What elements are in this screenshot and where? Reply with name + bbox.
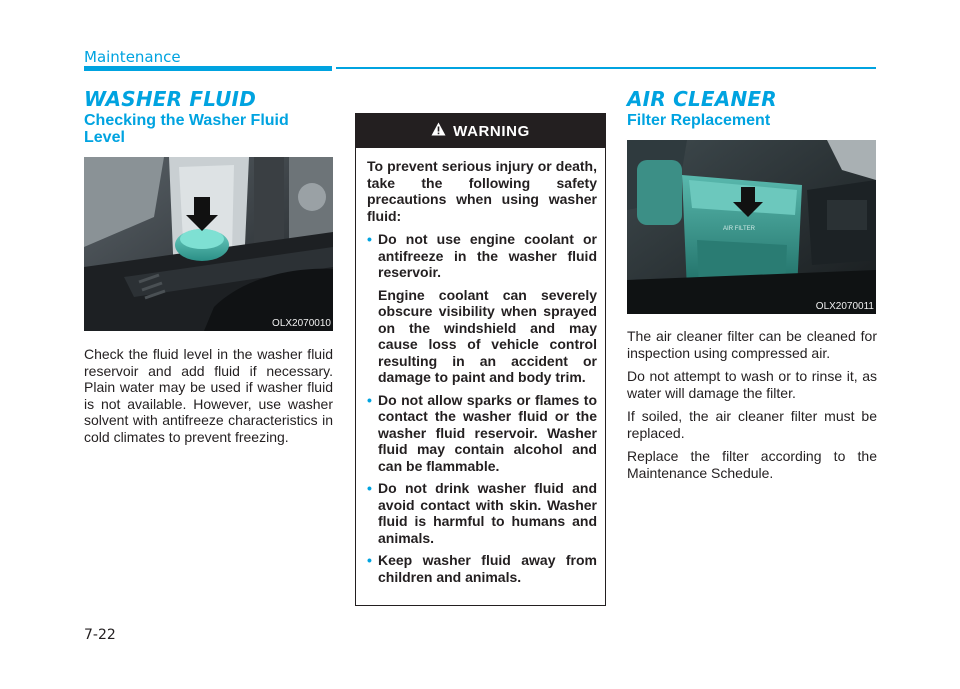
warning-item-text: Do not drink washer fluid and avoid contact with skin. Washer fluid is harmful to humans and animals. <box>378 480 597 546</box>
washer-reservoir-photo <box>84 157 333 331</box>
bullet-icon: • <box>367 552 372 568</box>
page-number: 7-22 <box>84 627 116 643</box>
warning-item-text: Do not use engine coolant or antifreeze in the washer fluid reservoir. <box>378 231 597 280</box>
warning-triangle-icon <box>431 122 446 140</box>
washer-fluid-text: Check the fluid level in the washer fluid reservoir and add fluid if necessary. Plain water may be used if washer fluid is not available. However, use washer solvent with antifreeze characteristics in cold climates to prevent freezing. <box>84 346 333 445</box>
photo-code-right: OLX2070011 <box>815 301 874 312</box>
section-label: Maintenance <box>84 48 181 66</box>
photo-code-left: OLX2070010 <box>272 318 331 329</box>
warning-item-extra: Engine coolant can severely obscure visibility when sprayed on the windshield and may cause loss of vehicle control resulting in an accident or damage to paint and body trim. <box>378 286 597 385</box>
bullet-icon: • <box>367 231 372 247</box>
washer-fluid-title: WASHER FLUID <box>84 87 256 111</box>
warning-header <box>356 114 605 148</box>
bullet-icon: • <box>367 391 372 408</box>
air-cleaner-paragraph: If soiled, the air cleaner filter must be replaced. <box>627 408 877 441</box>
header-rule-thick <box>84 66 332 71</box>
warning-intro: To prevent serious injury or death, take the following safety precautions when using washer fluid: <box>367 158 597 224</box>
air-cleaner-paragraph: Do not attempt to wash or to rinse it, as water will damage the filter. <box>627 368 877 401</box>
bullet-icon: • <box>367 480 372 496</box>
warning-item-text: Do not allow sparks or flames to contact the washer fluid or the washer fluid reservoir. Washer fluid may contain alcohol and can be flammable. <box>378 391 597 474</box>
warning-item <box>367 231 597 386</box>
warning-body <box>356 148 605 585</box>
air-cleaner-photo <box>627 140 876 314</box>
header-rule-thin <box>336 67 876 69</box>
warning-item <box>367 392 597 475</box>
warning-box <box>355 113 606 606</box>
air-cleaner-paragraph: Replace the filter according to the Maintenance Schedule. <box>627 448 877 481</box>
air-cleaner-subtitle: Filter Replacement <box>627 112 771 129</box>
warning-heading: WARNING <box>453 122 530 140</box>
warning-item-text: Keep washer fluid away from children and animals. <box>378 552 597 585</box>
washer-fluid-paragraph <box>84 346 333 452</box>
air-cleaner-title: AIR CLEANER <box>627 87 777 111</box>
warning-item <box>367 552 597 585</box>
air-filter-label: AIR FILTER <box>723 226 755 232</box>
warning-list <box>367 231 597 585</box>
air-cleaner-text <box>627 328 877 488</box>
washer-fluid-subtitle: Checking the Washer Fluid Level <box>84 112 289 146</box>
warning-item <box>367 480 597 546</box>
air-cleaner-paragraph: The air cleaner filter can be cleaned for inspection using compressed air. <box>627 328 877 361</box>
